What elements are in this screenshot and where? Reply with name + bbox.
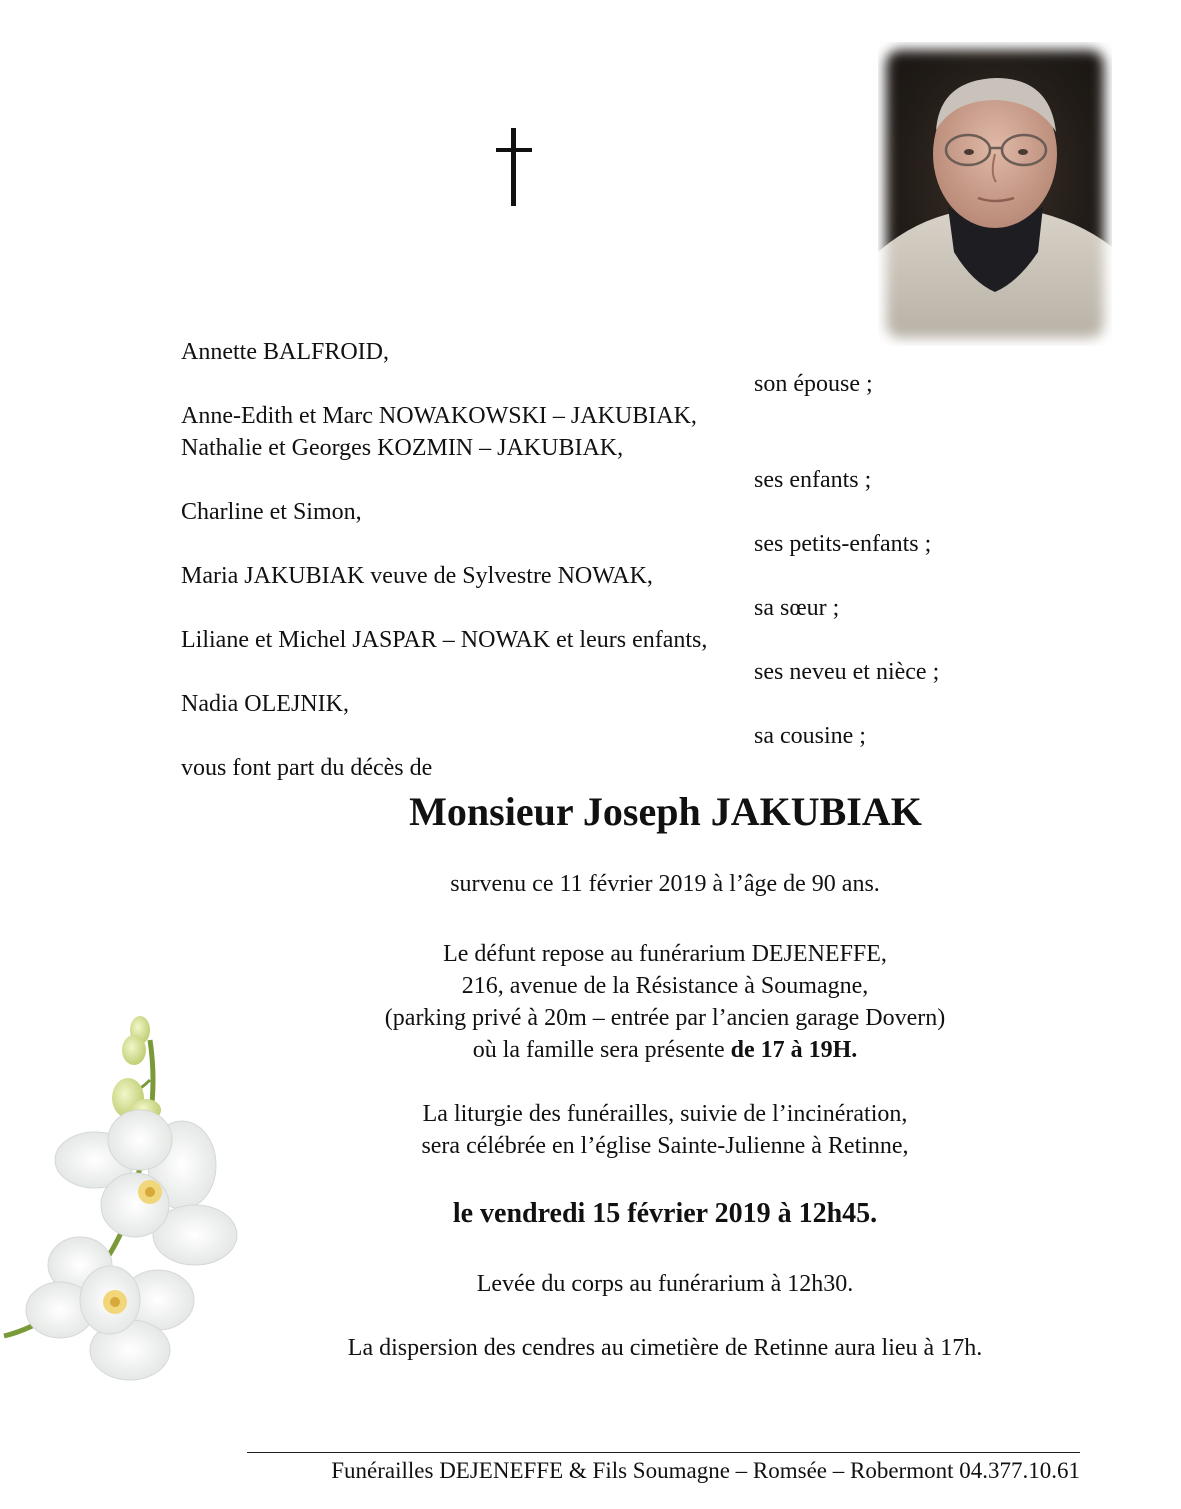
family-member: Annette BALFROID,	[181, 339, 389, 365]
liturgy-line-1: La liturgie des funérailles, suivie de l’incinération,	[422, 1101, 908, 1127]
liturgy-line-2: sera célébrée en l’église Sainte-Julienne à Retinne,	[421, 1133, 909, 1159]
orchid-image	[0, 1010, 260, 1390]
family-relation: ses petits-enfants ;	[754, 531, 932, 557]
family-member: Charline et Simon,	[181, 499, 362, 525]
dispersion-text: La dispersion des cendres au cimetière de Retinne aura lieu à 17h.	[347, 1335, 983, 1361]
ceremony-date: le vendredi 15 février 2019 à 12h45.	[452, 1198, 878, 1229]
repose-line-4-prefix: où la famille sera présente	[472, 1037, 731, 1063]
liturgy-block	[300, 1098, 1030, 1162]
family-list	[181, 336, 1001, 784]
cross-icon	[496, 128, 532, 206]
visiting-hours: de 17 à 19H.	[730, 1037, 858, 1063]
family-member: Nathalie et Georges KOZMIN – JAKUBIAK,	[181, 435, 624, 461]
footer-text: Funérailles DEJENEFFE & Fils Soumagne – Romsée – Robermont 04.377.10.61	[331, 1458, 1080, 1483]
repose-line-3: (parking privé à 20m – entrée par l’ancien garage Dovern)	[384, 1005, 946, 1031]
dispersion-block	[300, 1332, 1030, 1364]
family-relation: sa sœur ;	[754, 595, 840, 621]
family-relation: sa cousine ;	[754, 723, 866, 749]
family-member: Nadia OLEJNIK,	[181, 691, 349, 717]
family-member: Anne-Edith et Marc NOWAKOWSKI – JAKUBIAK,	[181, 403, 697, 429]
death-notice-block	[300, 868, 1030, 900]
portrait-photo	[878, 42, 1112, 346]
levee-block	[300, 1268, 1030, 1300]
family-member: Maria JAKUBIAK veuve de Sylvestre NOWAK,	[181, 563, 653, 589]
family-relation: ses neveu et nièce ;	[754, 659, 940, 685]
family-member: Liliane et Michel JASPAR – NOWAK et leurs enfants,	[181, 627, 708, 653]
repose-line-4	[300, 1034, 1030, 1066]
family-relation: son épouse ;	[754, 371, 873, 397]
deceased-name: Monsieur Joseph JAKUBIAK	[409, 789, 922, 834]
repose-line-1: Le défunt repose au funérarium DEJENEFFE,	[443, 941, 887, 967]
repose-line-2: 216, avenue de la Résistance à Soumagne,	[461, 973, 869, 999]
footer-divider	[247, 1452, 1080, 1453]
levee-text: Levée du corps au funérarium à 12h30.	[476, 1271, 854, 1297]
family-relation: ses enfants ;	[754, 467, 872, 493]
repose-block	[300, 938, 1030, 1066]
family-member: vous font part du décès de	[181, 755, 433, 781]
death-notice: survenu ce 11 février 2019 à l’âge de 90 ans.	[450, 871, 880, 897]
